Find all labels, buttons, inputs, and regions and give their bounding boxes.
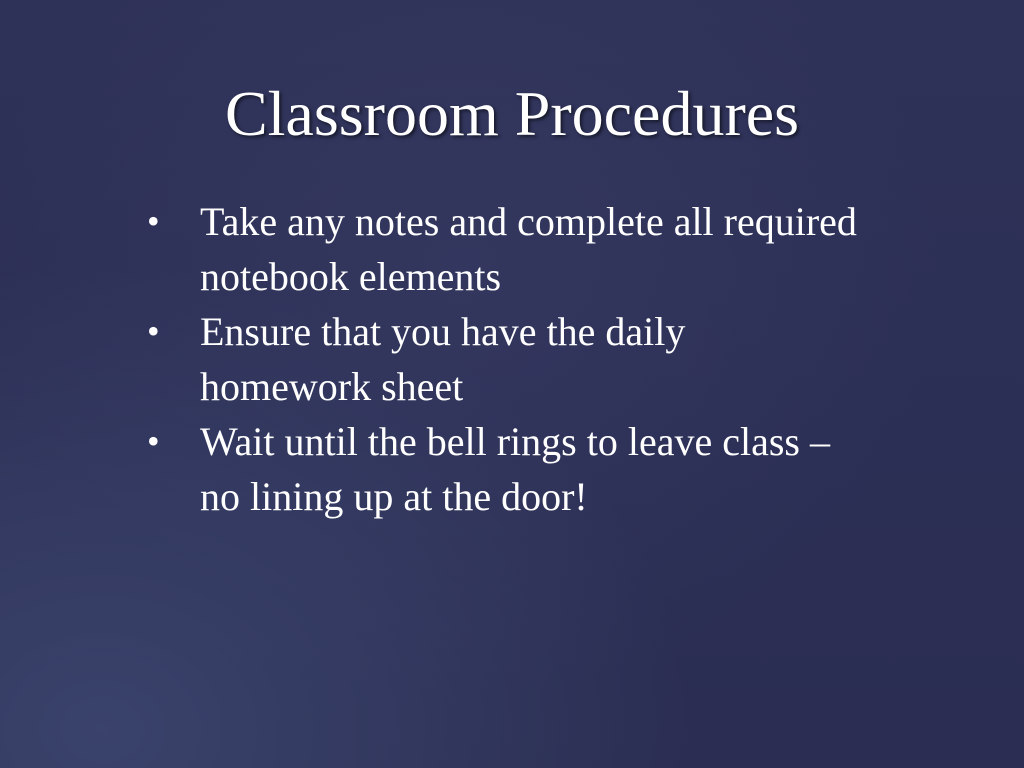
slide-title: Classroom Procedures: [224, 78, 800, 149]
bullet-list: [145, 194, 865, 524]
bullet-text: Wait until the bell rings to leave class – no lining up at the door!: [200, 419, 830, 519]
bullet-text: Ensure that you have the daily homework sheet: [200, 309, 686, 409]
bullet-item: [145, 304, 865, 414]
bullet-item: [145, 414, 865, 524]
bullet-dot-icon: •: [147, 311, 160, 351]
bullet-item: [145, 194, 865, 304]
bullet-dot-icon: •: [147, 201, 160, 241]
bullet-text: Take any notes and complete all required notebook elements: [200, 199, 857, 299]
bullet-dot-icon: •: [147, 421, 160, 461]
